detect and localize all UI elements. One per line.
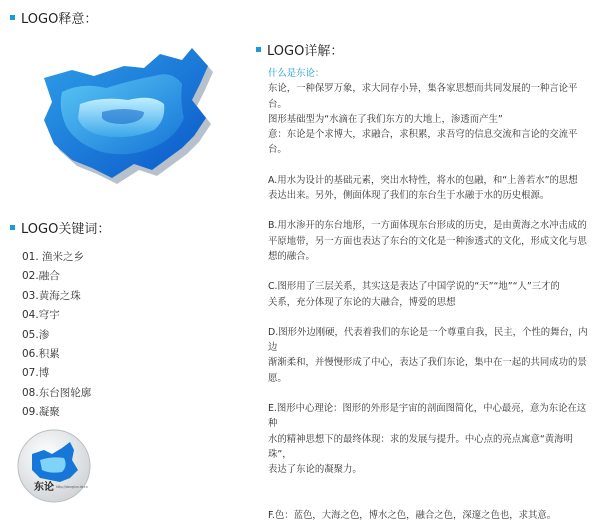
meaning-heading: [10, 8, 97, 27]
bullet-square-icon: [10, 15, 15, 20]
detail-intro-line: 东论，一种保罗万象，求大同存小异，集各家思想而共同发展的一种言论平台。: [268, 83, 578, 110]
detail-intro-line: 意：东论是个求博大，求融合，求积累，求吾穹的信息交流和言论的交流平台。: [268, 129, 578, 156]
keyword-item: 07.博: [22, 367, 50, 380]
keyword-item: 08.东台图轮廓: [22, 386, 92, 399]
detail-para-d-line: 渐渐柔和，并慢慢形成了中心，表达了我们东论，集中在一起的共同成功的景愿。: [268, 357, 587, 384]
detail-para-b-line: 平原地带，另一方面也表达了东台的文化是一种渗透式的文化，形成文化与思: [268, 235, 587, 247]
logo-badge-image: [16, 428, 92, 504]
detail-para-e-line: 表达了东论的凝聚力。: [268, 464, 362, 476]
detail-intro-line: 图形基础型为“水滴在了我们东方的大地上，渗透而产生”: [268, 113, 503, 125]
detail-para-e-line: 水的精神思想下的最终体现：求的发展与提升。中心点的亮点寓意“黄海明珠”，: [268, 433, 573, 460]
logo-map-image: [32, 40, 222, 190]
detail-heading-text: LOGO详解：: [267, 44, 344, 59]
detail-para-d-line: D.图形外边刚硬，代表着我们的东论是一个尊重自我，民主，个性的舞台，内边: [268, 326, 588, 354]
keyword-item: 03.黄海之珠: [22, 289, 81, 302]
detail-heading: [256, 40, 343, 59]
detail-para-c-line: 关系，充分体现了东论的大融合，博爱的思想: [268, 296, 456, 308]
detail-question: 什么是东论：: [268, 68, 325, 79]
keyword-list: [22, 248, 91, 423]
badge-small-text: http://donglun.dt.cn: [56, 485, 88, 489]
keywords-heading: [10, 218, 110, 237]
badge-logo-text: 东论: [34, 482, 54, 493]
keyword-item: 04.穹宇: [22, 309, 60, 322]
detail-para-c-line: C.图形用了三层关系，其实这是表达了中国学说的“天”“地”“人”三才的: [268, 281, 560, 293]
keywords-heading-text: LOGO关键词：: [21, 222, 111, 237]
keyword-item: 05.渗: [22, 328, 50, 341]
keyword-item: 01. 渔米之乡: [22, 251, 85, 263]
bullet-square-icon: [256, 47, 261, 52]
bullet-square-icon: [10, 225, 15, 230]
keyword-item: 06.积累: [22, 348, 60, 361]
detail-para-b-line: B.用水渗开的东台地形，一方面体现东台形成的历史，是由黄海之水冲击成的: [268, 220, 587, 232]
detail-para-b-line: 想的融合。: [268, 250, 315, 262]
detail-para-f: F.色：蓝色，大海之色，博水之色，融合之色，深邃之色也，求其意。: [268, 509, 557, 521]
meaning-heading-text: LOGO释意：: [21, 12, 98, 27]
keyword-item: 02.融合: [22, 270, 60, 283]
detail-para-a-line: A.用水为设计的基础元素，突出水特性，将水的包融，和“上善若水”的思想: [268, 174, 578, 186]
detail-para-a-line: 表达出来。另外，侧面体现了我们的东台生于水融于水的历史根源。: [268, 190, 550, 202]
keyword-item: 09.凝聚: [22, 406, 60, 419]
detail-body: [268, 66, 594, 523]
detail-para-e-line: E.图形中心理论：图形的外形是宇宙的剖面图简化，中心最亮，意为东论在这种: [268, 403, 587, 430]
